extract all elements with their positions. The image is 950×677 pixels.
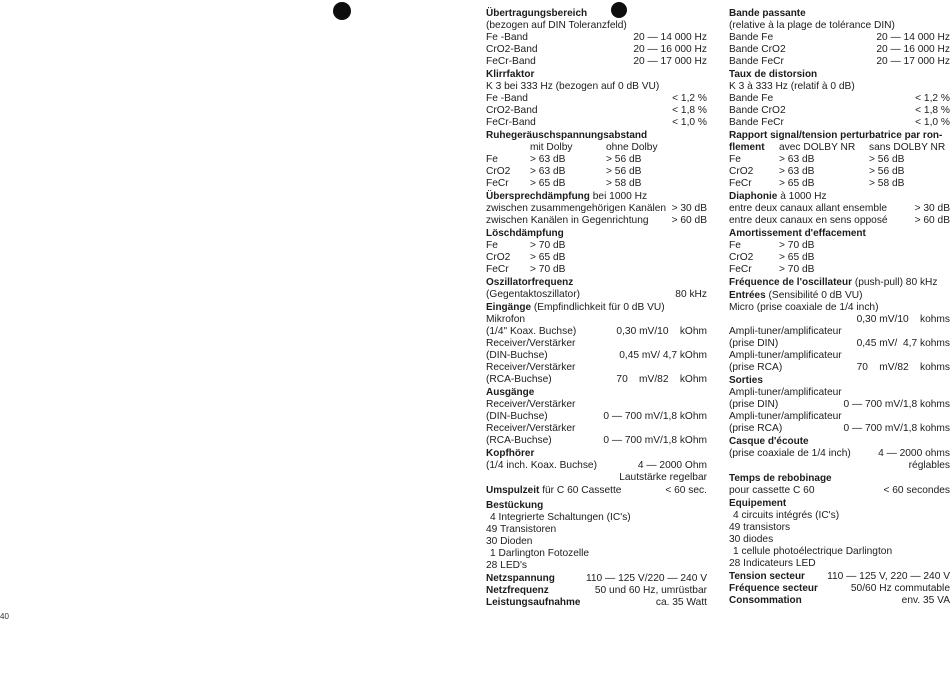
- de-equipment-heading: Bestückung: [486, 500, 544, 511]
- fr-crosstalk-heading-line: Diaphonie à 1000 Hz: [729, 191, 827, 202]
- spec-row: pour cassette C 60 < 60 secondes: [729, 485, 950, 496]
- fr-oscillator-line: Fréquence de l'oscillateur (push-pull) 80 kHz: [729, 277, 938, 288]
- spec-row: (RCA-Buchse) 70 mV/82 kOhm: [486, 374, 707, 385]
- fr-frequency-note: (relative à la plage de tolérance DIN): [729, 20, 895, 31]
- erase-row: FeCr > 70 dB: [729, 264, 815, 275]
- de-erase: [486, 228, 707, 276]
- spec-row: Tension secteur 110 — 125 V, 220 — 240 V: [729, 571, 950, 582]
- erase-row: CrO2 > 65 dB: [486, 252, 566, 263]
- de-outputs: [486, 387, 707, 447]
- fr-oscillator: [729, 277, 950, 289]
- snr-row: FeCr > 65 dB > 58 dB: [729, 178, 905, 189]
- list-item: 4 circuits intégrés (IC's): [733, 510, 840, 521]
- de-frequency-heading: Übertragungsbereich: [486, 8, 588, 19]
- snr-row: Fe > 63 dB > 56 dB: [486, 154, 642, 165]
- de-inputs: [486, 302, 707, 386]
- spec-row: Fe -Band < 1,2 %: [486, 93, 707, 104]
- spec-row: entre deux canaux allant ensemble > 30 dB: [729, 203, 950, 214]
- spec-row: Bande Fe < 1,2 %: [729, 93, 950, 104]
- de-distortion: [486, 69, 707, 129]
- erase-row: CrO2 > 65 dB: [729, 252, 815, 263]
- de-inputs-heading-line: Eingänge (Empfindlichkeit für 0 dB VU): [486, 302, 665, 313]
- de-mic-label: Mikrofon: [486, 314, 526, 325]
- de-headphones-heading: Kopfhörer: [486, 448, 535, 459]
- list-item: 49 transistors: [729, 522, 791, 533]
- de-headphones: [486, 448, 707, 484]
- list-item: 28 LED's: [486, 560, 528, 571]
- spec-row: (Gegentaktoszillator) 80 kHz: [486, 289, 707, 300]
- spec-row: Fe -Band 20 — 14 000 Hz: [486, 32, 707, 43]
- fr-signal-noise: [729, 130, 950, 190]
- spec-row: Bande FeCr < 1,0 %: [729, 117, 950, 128]
- fr-rewind: [729, 473, 950, 497]
- list-item: 4 Integrierte Schaltungen (IC's): [490, 512, 631, 523]
- spec-row: Netzfrequenz 50 und 60 Hz, umrüstbar: [486, 585, 707, 596]
- spec-row: Ampli-tuner/amplificateur: [729, 411, 842, 422]
- de-outputs-heading: Ausgänge: [486, 387, 535, 398]
- spec-row: Ampli-tuner/amplificateur: [729, 387, 842, 398]
- spec-row: (DIN-Buchse) 0,45 mV/ 4,7 kOhm: [486, 350, 707, 361]
- de-oscillator-heading: Oszillatorfrequenz: [486, 277, 574, 288]
- de-distortion-heading: Klirrfaktor: [486, 69, 535, 80]
- spec-row: zwischen zusammengehörigen Kanälen > 30 dB: [486, 203, 707, 214]
- spec-row: Bande Fe 20 — 14 000 Hz: [729, 32, 950, 43]
- spec-row: CrO2-Band 20 — 16 000 Hz: [486, 44, 707, 55]
- fr-distortion-note: K 3 à 333 Hz (relatif à 0 dB): [729, 81, 855, 92]
- erase-row: FeCr > 70 dB: [486, 264, 566, 275]
- snr-row: FeCr > 65 dB > 58 dB: [486, 178, 642, 189]
- spec-row: Netzspannung 110 — 125 V/220 — 240 V: [486, 573, 707, 584]
- spec-row: (prise DIN) 0,45 mV/ 4,7 kohms: [729, 338, 950, 349]
- fr-equipment-heading: Equipement: [729, 498, 787, 509]
- fr-frequency-response: [729, 8, 950, 68]
- spec-row: Bande CrO2 20 — 16 000 Hz: [729, 44, 950, 55]
- fr-mic-value: 0,30 mV/10 kohms: [856, 314, 950, 325]
- spec-row: FeCr-Band < 1,0 %: [486, 117, 707, 128]
- spec-row: Umspulzeit für C 60 Cassette < 60 sec.: [486, 485, 707, 496]
- de-snr-heading: Ruhegeräuschspannungsabstand: [486, 130, 648, 141]
- fr-headphones: [729, 436, 950, 472]
- spec-row: Receiver/Verstärker: [486, 338, 576, 349]
- ink-dot-left: [333, 2, 351, 20]
- spec-row: (prise RCA) 0 — 700 mV/1,8 kohms: [729, 423, 950, 434]
- de-frequency-note: (bezogen auf DIN Toleranzfeld): [486, 20, 627, 31]
- spec-column-french: [729, 7, 950, 607]
- de-rewind: [486, 485, 707, 497]
- fr-mic-label: Micro (prise coaxiale de 1/4 inch): [729, 302, 879, 313]
- snr-header-row: mit Dolby ohne Dolby: [530, 142, 658, 153]
- de-distortion-note: K 3 bei 333 Hz (bezogen auf 0 dB VU): [486, 81, 660, 92]
- spec-row: Bande CrO2 < 1,8 %: [729, 105, 950, 116]
- snr-row: Fe > 63 dB > 56 dB: [729, 154, 905, 165]
- fr-snr-heading: Rapport signal/tension perturbatrice par ron-: [729, 130, 943, 141]
- spec-row: Receiver/Verstärker: [486, 423, 576, 434]
- spec-row: Receiver/Verstärker: [486, 399, 576, 410]
- spec-row: FeCr-Band 20 — 17 000 Hz: [486, 56, 707, 67]
- fr-power: [729, 571, 950, 607]
- fr-outputs-heading: Sorties: [729, 375, 763, 386]
- de-crosstalk-heading-line: Übersprechdämpfung bei 1000 Hz: [486, 191, 648, 202]
- de-power: [486, 573, 707, 609]
- spec-row: (1/4 inch. Koax. Buchse) 4 — 2000 Ohm: [486, 460, 707, 471]
- de-frequency-response: [486, 8, 707, 68]
- page-number: 40: [0, 612, 9, 621]
- fr-equipment: [729, 498, 950, 570]
- de-oscillator: [486, 277, 707, 301]
- fr-headphones-note: réglables: [908, 460, 950, 471]
- spec-row: Consommation env. 35 VA: [729, 595, 950, 606]
- erase-row: Fe > 70 dB: [486, 240, 566, 251]
- fr-inputs: [729, 290, 950, 374]
- fr-rewind-heading: Temps de rebobinage: [729, 473, 832, 484]
- fr-distortion-heading: Taux de distorsion: [729, 69, 818, 80]
- spec-row: (DIN-Buchse) 0 — 700 mV/1,8 kOhm: [486, 411, 707, 422]
- spec-row: (prise RCA) 70 mV/82 kohms: [729, 362, 950, 373]
- spec-row: (RCA-Buchse) 0 — 700 mV/1,8 kOhm: [486, 435, 707, 446]
- fr-frequency-heading: Bande passante: [729, 8, 806, 19]
- spec-row: Fréquence secteur 50/60 Hz commutable: [729, 583, 950, 594]
- fr-inputs-heading-line: Entrées (Sensibilité 0 dB VU): [729, 290, 863, 301]
- spec-row: (prise coaxiale de 1/4 inch) 4 — 2000 ohms: [729, 448, 950, 459]
- fr-outputs: [729, 375, 950, 435]
- fr-erase: [729, 228, 950, 276]
- de-erase-heading: Löschdämpfung: [486, 228, 564, 239]
- spec-row: Ampli-tuner/amplificateur: [729, 326, 842, 337]
- spec-row: entre deux canaux en sens opposé > 60 dB: [729, 215, 950, 226]
- fr-crosstalk: [729, 191, 950, 227]
- list-item: 1 Darlington Fotozelle: [490, 548, 590, 559]
- fr-erase-heading: Amortissement d'effacement: [729, 228, 866, 239]
- list-item: 1 cellule photoélectrique Darlington: [733, 546, 893, 557]
- erase-row: Fe > 70 dB: [729, 240, 815, 251]
- de-crosstalk: [486, 191, 707, 227]
- fr-headphones-heading: Casque d'écoute: [729, 436, 809, 447]
- spec-row: CrO2-Band < 1,8 %: [486, 105, 707, 116]
- spec-row: Receiver/Verstärker: [486, 362, 576, 373]
- list-item: 49 Transistoren: [486, 524, 557, 535]
- snr-header-row: flement avec DOLBY NR sans DOLBY NR: [729, 142, 946, 153]
- snr-row: CrO2 > 63 dB > 56 dB: [486, 166, 642, 177]
- spec-row: zwischen Kanälen in Gegenrichtung > 60 dB: [486, 215, 707, 226]
- list-item: 28 Indicateurs LED: [729, 558, 816, 569]
- spec-row: Bande FeCr 20 — 17 000 Hz: [729, 56, 950, 67]
- snr-row: CrO2 > 63 dB > 56 dB: [729, 166, 905, 177]
- list-item: 30 diodes: [729, 534, 774, 545]
- list-item: 30 Dioden: [486, 536, 533, 547]
- spec-row: Ampli-tuner/amplificateur: [729, 350, 842, 361]
- spec-row: Leistungsaufnahme ca. 35 Watt: [486, 597, 707, 608]
- spec-row: (prise DIN) 0 — 700 mV/1,8 kohms: [729, 399, 950, 410]
- de-signal-noise: [486, 130, 707, 190]
- de-headphones-note: Lautstärke regelbar: [619, 472, 707, 483]
- spec-column-german: [486, 7, 707, 609]
- de-equipment: [486, 500, 707, 572]
- fr-distortion: [729, 69, 950, 129]
- spec-row: (1/4" Koax. Buchse) 0,30 mV/10 kOhm: [486, 326, 707, 337]
